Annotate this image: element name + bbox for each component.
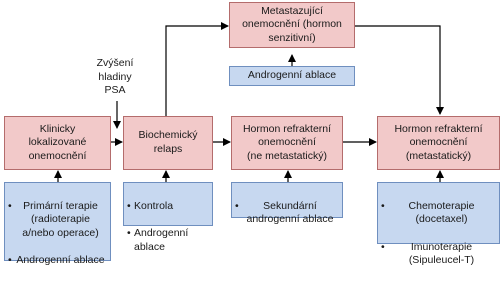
stage-metastatic-hs-label: Metastazující onemocnění (hormon senzitivní): [242, 4, 342, 44]
stage-relapse-label: Biochemický relaps: [138, 129, 198, 155]
treatment-refractory-nm-list: [236, 186, 338, 241]
treatment-localized: [4, 182, 111, 267]
treatment-item: • Chemoterapie (docetaxel): [382, 200, 495, 227]
stage-metastatic-hormone-sensitive: [229, 2, 355, 48]
treatment-item: • Primární terapie (radioterapie a/nebo operace): [9, 200, 106, 241]
stage-refractory-metastatic: [377, 116, 500, 170]
arrow-metastatic-hs-to-refractory-m: [355, 26, 440, 114]
treatment-localized-list: [9, 186, 106, 281]
arrow-relapse-to-metastatic-hs: [166, 26, 228, 117]
stage-refractory-m-label: Hormon refrakterní onemocnění (metastatický): [394, 122, 483, 162]
treatment-refractory-nm: [231, 182, 343, 226]
treatment-metastatic-hs-label: Androgenní ablace: [247, 69, 337, 82]
treatment-refractory-m: [377, 182, 500, 267]
treatment-item: • Kontrola: [128, 200, 208, 214]
treatment-relapse-list: [128, 186, 208, 268]
stage-biochemical-relapse: [123, 116, 213, 170]
stage-localized: [4, 116, 111, 170]
psa-rise-label: Zvýšení hladiny PSA: [96, 57, 134, 97]
treatment-item: • Imunoterapie (Sipuleucel-T): [382, 241, 495, 268]
treatment-refractory-m-list: [382, 186, 495, 281]
stage-refractory-nm-label: Hormon refrakterní onemocnění (ne metastatický): [242, 122, 332, 162]
stage-refractory-non-metastatic: [231, 116, 343, 170]
treatment-metastatic-hs: [229, 66, 355, 86]
treatment-relapse: [123, 182, 213, 253]
stage-localized-label: Klinicky lokalizované onemocnění: [28, 122, 87, 162]
treatment-item: • Androgenní ablace: [128, 227, 208, 254]
treatment-item: • Androgenní ablace: [9, 254, 106, 268]
treatment-item: • Sekundární androgenní ablace: [236, 200, 338, 227]
